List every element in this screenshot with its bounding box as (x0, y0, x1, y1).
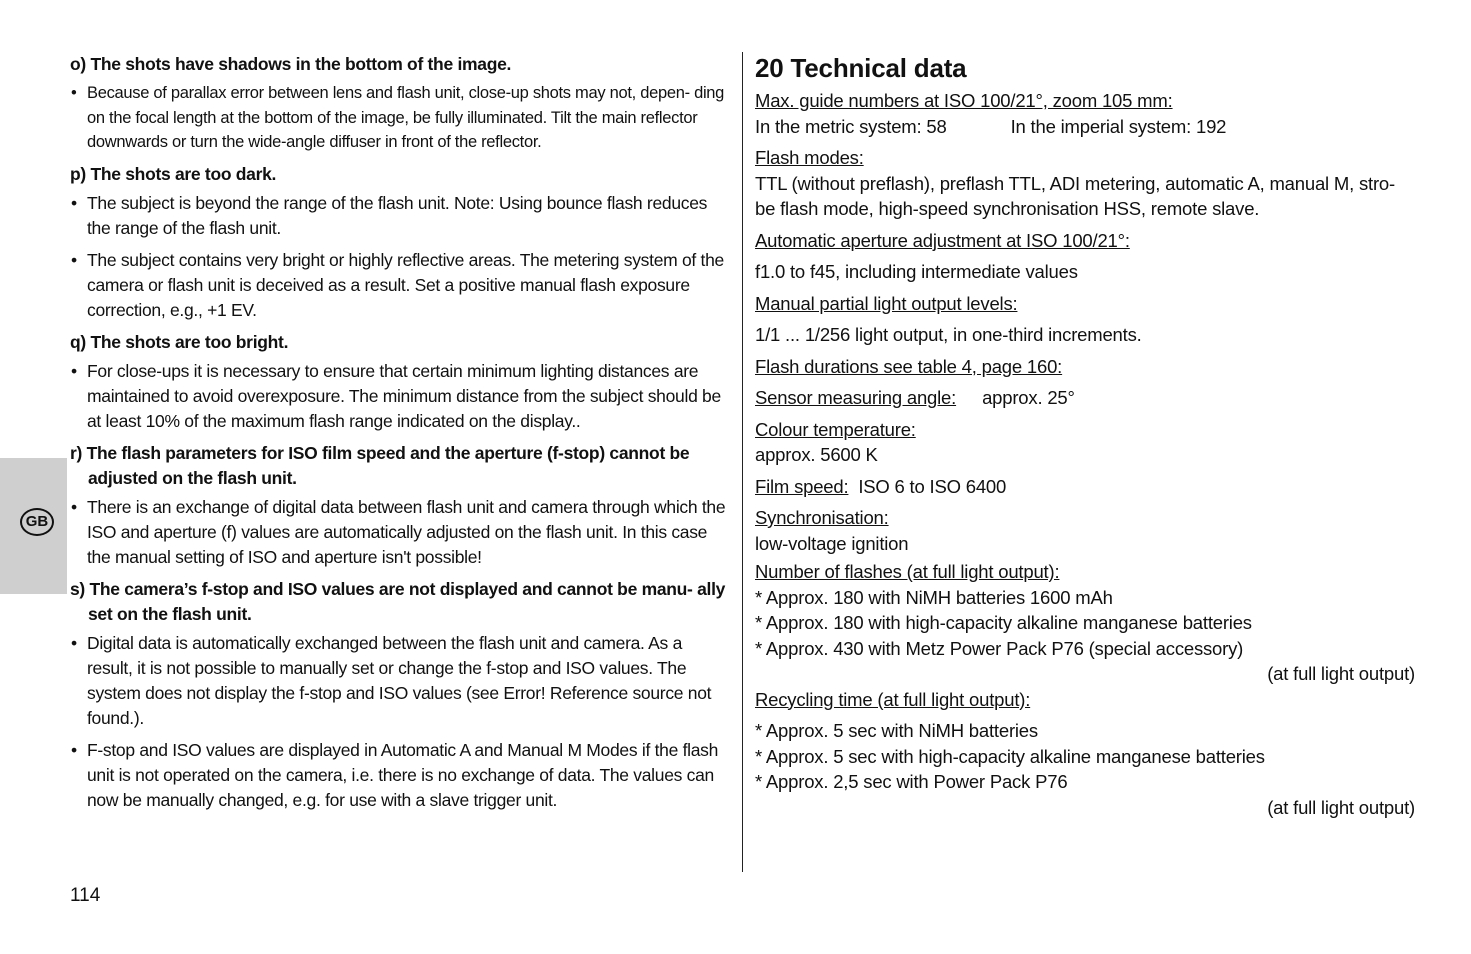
film-speed-label: Film speed: (755, 475, 849, 497)
recycle-item: * Approx. 5 sec with high-capacity alkaline manganese batteries (755, 745, 1265, 767)
heading-s: s) The camera’s f-stop and ISO values are not displayed and cannot be manu- ally set on the flash unit. (70, 578, 726, 624)
bullet-p-2: • The subject contains very bright or highly reflective areas. The metering system of the camera or flash unit is deceived as a result. Set a positive manual flash exposure correction, e.g., +1 EV. (70, 248, 730, 323)
guide-numbers-label: Max. guide numbers at ISO 100/21°, zoom 105 mm: (755, 90, 1173, 111)
film-speed-row (755, 474, 1415, 500)
recycling-time-label: Recycling time (at full light output): (755, 688, 1031, 710)
bullet-q-1: • For close-ups it is necessary to ensure that certain minimum lighting distances are maintained to avoid overexposure. The minimum distance from the subject should be at least 10% of the maximum flash range indicated on the display.. (70, 359, 730, 434)
bullet-s-1: • Digital data is automatically exchanged between the flash unit and camera. As a result, it is not possible to manually set or change the f-stop and ISO values. The system does not display the f-stop and ISO values (see Error! Reference source not found.). (70, 631, 730, 731)
bullet-s-2: • F-stop and ISO values are displayed in Automatic A and Manual M Modes if the flash unit is not operated on the camera, i.e. there is no exchange of data. The values can now be manually changed, e.g. for use with a slave trigger unit. (70, 738, 730, 813)
recycle-item: * Approx. 5 sec with NiMH batteries (755, 720, 1038, 741)
bullet-p-1: • The subject is beyond the range of the flash unit. Note: Using bounce flash reduces the range of the flash unit. (70, 191, 730, 241)
heading-o: o) The shots have shadows in the bottom of the image. (70, 54, 512, 74)
flashes-note: (at full light output) (1267, 663, 1415, 684)
flash-modes-text: TTL (without preflash), preflash TTL, ADI metering, automatic A, manual M, stro- be flash mode, high-speed synchronisation HSS, remote slave. (755, 172, 1395, 219)
partial-output-label: Manual partial light output levels: (755, 292, 1018, 314)
flash-modes-label: Flash modes: (755, 147, 864, 168)
sensor-angle-row (755, 385, 1415, 411)
bullet-o-1: • Because of parallax error between lens and flash unit, close-up shots may not, depen- ding on the focal length at the bottom of the image, be fully illuminated. Tilt the main reflector downwards or turn the wide-angle diffuser in front of the reflector. (70, 81, 730, 155)
guide-numbers-values (755, 114, 1415, 140)
colour-temperature-label: Colour temperature: (755, 418, 916, 440)
flashes-item: * Approx. 180 with NiMH batteries 1600 mAh (755, 586, 1113, 608)
number-of-flashes-label: Number of flashes (at full light output): (755, 561, 1060, 582)
flashes-item: * Approx. 180 with high-capacity alkaline manganese batteries (755, 612, 1252, 633)
technical-data-column (755, 50, 1415, 820)
recycle-item: * Approx. 2,5 sec with Power Pack P76 (755, 771, 1068, 792)
colour-temperature-value: approx. 5600 K (755, 444, 878, 465)
section-title: 20 Technical data (755, 53, 967, 83)
film-speed-value: ISO 6 to ISO 6400 (858, 475, 1007, 497)
guide-imperial: In the imperial system: 192 (1010, 115, 1227, 137)
aperture-label: Automatic aperture adjustment at ISO 100/21°: (755, 229, 1130, 251)
flash-durations-label: Flash durations see table 4, page 160: (755, 355, 1063, 377)
synchronisation-value: low-voltage ignition (755, 532, 909, 554)
flashes-item: * Approx. 430 with Metz Power Pack P76 (special accessory) (755, 637, 1244, 659)
bullet-r-1: • There is an exchange of digital data between flash unit and camera through which the ISO and aperture (f) values are automatically adjusted on the flash unit. In this case the manual setting of ISO and aperture isn't possible! (70, 495, 730, 570)
synchronisation-label: Synchronisation: (755, 507, 889, 528)
recycle-note: (at full light output) (1267, 796, 1415, 818)
aperture-text: f1.0 to f45, including intermediate values (755, 261, 1078, 282)
sensor-angle-label: Sensor measuring angle: (755, 387, 957, 408)
page-number: 114 (70, 885, 101, 906)
guide-metric: In the metric system: 58 (755, 115, 947, 137)
troubleshooting-column (70, 52, 730, 820)
partial-output-text: 1/1 ... 1/256 light output, in one-third increments. (755, 324, 1142, 345)
language-badge: GB (20, 508, 54, 536)
heading-p: p) The shots are too dark. (70, 163, 277, 184)
sensor-angle-value: approx. 25° (982, 387, 1075, 408)
heading-q: q) The shots are too bright. (70, 331, 289, 352)
heading-r: r) The flash parameters for ISO film speed and the aperture (f-stop) cannot be adjusted on the flash unit. (70, 442, 690, 488)
column-divider (742, 52, 743, 872)
